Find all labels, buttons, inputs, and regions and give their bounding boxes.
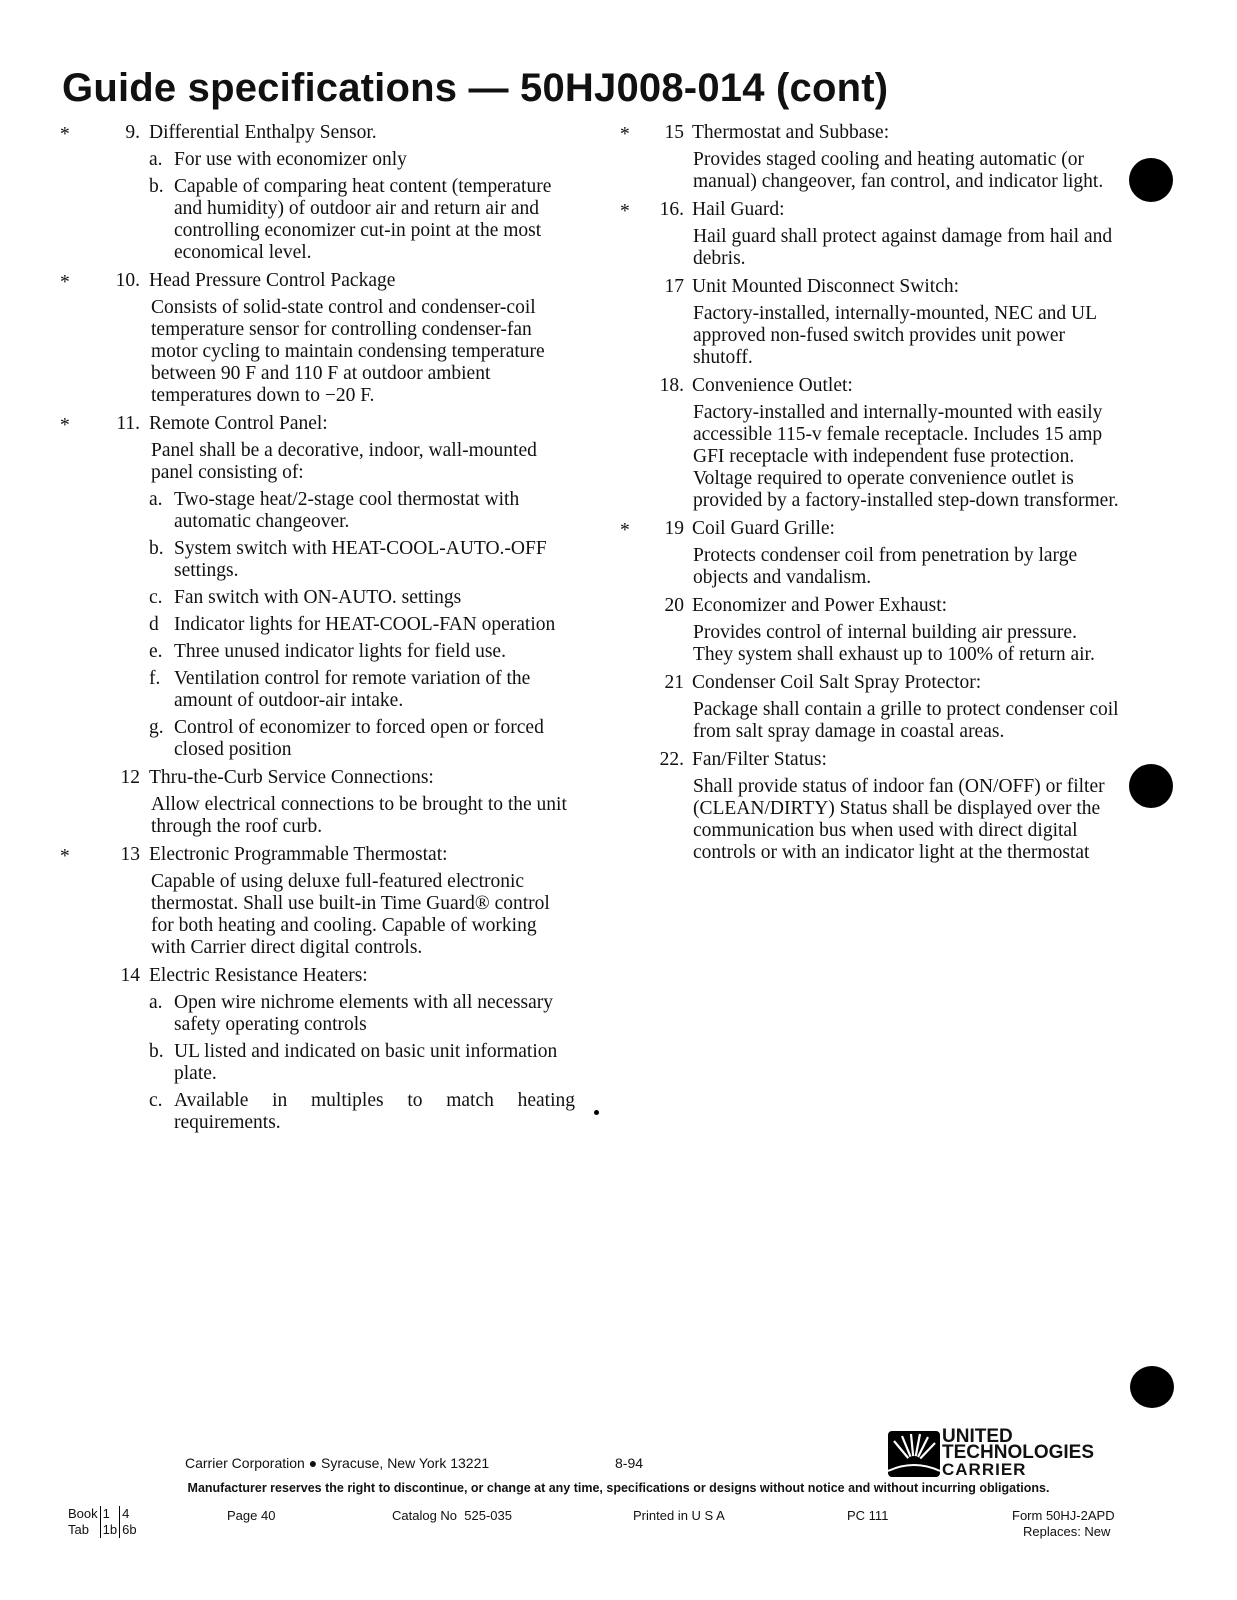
sub-item <box>149 717 575 761</box>
sub-text: UL listed and indicated on basic unit information plate. <box>174 1041 558 1084</box>
item-number: 9. <box>125 122 140 143</box>
item-number: 15 <box>664 122 684 143</box>
item-heading: Hail Guard: <box>692 199 785 220</box>
item-number: 13 <box>120 844 140 865</box>
sub-item <box>149 641 575 663</box>
item-number: 14 <box>120 965 140 986</box>
sub-text: Fan switch with ON-AUTO. settings <box>174 587 462 608</box>
item-heading: Condenser Coil Salt Spray Protector: <box>692 672 982 693</box>
sub-text: Ventilation control for remote variation of the amount of outdoor-air intake. <box>174 668 531 711</box>
revision-asterisk: * <box>620 520 630 541</box>
item-heading: Thru-the-Curb Service Connections: <box>149 767 434 788</box>
item-body: Shall provide status of indoor fan (ON/OFF) or filter (CLEAN/DIRTY) Status shall be displayed over the communication bus when used with direct digital controls or with an indicator light at the thermostat <box>693 776 1105 863</box>
spec-item-10 <box>60 270 575 407</box>
revision-asterisk: * <box>60 846 70 867</box>
sub-text: System switch with HEAT-COOL-AUTO.-OFF settings. <box>174 538 547 581</box>
revision-asterisk: * <box>620 201 630 222</box>
item-body: Consists of solid-state control and condenser-coil temperature sensor for controlling condenser-fan motor cycling to maintain condensing temperature between 90 F and 110 F at outdoor ambient temperatures down to −20 F. <box>151 297 545 406</box>
item-number: 21 <box>664 672 684 693</box>
sub-item <box>149 1041 575 1085</box>
item-heading: Fan/Filter Status: <box>692 749 827 770</box>
spec-item-12 <box>60 767 575 838</box>
sub-text: Two-stage heat/2-stage cool thermostat with automatic changeover. <box>174 489 520 532</box>
printed-in: Printed in U S A <box>633 1508 725 1523</box>
tab-value: 1b <box>100 1522 119 1538</box>
sub-letter: a. <box>149 992 163 1013</box>
footer-address: Carrier Corporation ● Syracuse, New York 13221 <box>185 1455 490 1471</box>
sub-letter: a. <box>149 149 163 170</box>
left-column <box>60 122 575 1140</box>
spec-item-22 <box>620 749 1120 864</box>
right-column <box>620 122 1120 870</box>
item-number: 19 <box>664 518 684 539</box>
binder-hole-icon <box>1129 158 1173 202</box>
item-body: Provides control of internal building air pressure. They system shall exhaust up to 100% of return air. <box>693 622 1095 665</box>
sub-letter: f. <box>149 668 161 689</box>
spec-item-9 <box>60 122 575 264</box>
revision-asterisk: * <box>60 415 70 436</box>
item-number: 11. <box>116 413 140 434</box>
logo-carrier: CARRIER <box>942 1460 1027 1479</box>
book-label: Book <box>68 1506 98 1521</box>
replaces: Replaces: New <box>1023 1524 1111 1539</box>
spec-item-13 <box>60 844 575 959</box>
spec-item-14 <box>60 965 575 1134</box>
spec-item-15 <box>620 122 1120 193</box>
item-heading: Unit Mounted Disconnect Switch: <box>692 276 960 297</box>
item-number: 16. <box>659 199 684 220</box>
revision-asterisk: * <box>60 124 70 145</box>
sub-text: Open wire nichrome elements with all necessary safety operating controls <box>174 992 554 1035</box>
sub-item <box>149 614 575 636</box>
item-number: 17 <box>664 276 684 297</box>
footer-notice: Manufacturer reserves the right to discontinue, or change at any time, specifications or designs without notice and without incurring obligations. <box>187 1481 1050 1495</box>
item-body: Hail guard shall protect against damage from hail and debris. <box>693 226 1113 269</box>
sub-text: Three unused indicator lights for field use. <box>174 641 506 662</box>
carrier-logo-icon <box>888 1431 940 1477</box>
item-body: Provides staged cooling and heating automatic (or manual) changeover, fan control, and indicator light. <box>693 149 1104 192</box>
revision-asterisk: * <box>620 124 630 145</box>
sub-letter: a. <box>149 489 163 510</box>
sub-text: Indicator lights for HEAT-COOL-FAN operation <box>174 614 556 635</box>
sub-letter: c. <box>149 1090 163 1111</box>
item-body: Capable of using deluxe full-featured electronic thermostat. Shall use built-in Time Guard® control for both heating and cooling. Capable of working with Carrier direct digital controls. <box>151 871 550 958</box>
item-number: 20 <box>664 595 684 616</box>
spec-item-21 <box>620 672 1120 743</box>
sub-letter: b. <box>149 538 164 559</box>
sub-item <box>149 538 575 582</box>
logo-united: UNITED <box>942 1426 1013 1447</box>
tab-label: Tab <box>68 1522 89 1537</box>
sub-letter: b. <box>149 1041 164 1062</box>
item-number: 18. <box>659 375 684 396</box>
sub-item <box>149 992 575 1036</box>
revision-asterisk: * <box>60 272 70 293</box>
item-body: Factory-installed and internally-mounted with easily accessible 115-v female receptacle. Includes 15 amp GFI receptacle with independent fuse protection. Voltage required to operate convenience outlet is provided by a factory-installed step-down transformer. <box>693 402 1119 511</box>
sub-item <box>149 587 575 609</box>
page-number: Page 40 <box>227 1508 276 1523</box>
sub-text: Control of economizer to forced open or forced closed position <box>174 717 544 760</box>
sub-item <box>149 1090 575 1134</box>
book-value: 1 <box>100 1506 119 1522</box>
item-heading: Electronic Programmable Thermostat: <box>149 844 448 865</box>
catalog-number: Catalog No 525-035 <box>392 1508 512 1523</box>
item-heading: Economizer and Power Exhaust: <box>692 595 948 616</box>
spec-item-16 <box>620 199 1120 270</box>
item-heading: Electric Resistance Heaters: <box>149 965 368 986</box>
sub-item <box>149 149 575 171</box>
tab-value: 6b <box>120 1522 139 1538</box>
spec-item-18 <box>620 375 1120 512</box>
logo-technologies: TECHNOLOGIES <box>942 1442 1095 1463</box>
sub-text: For use with economizer only <box>174 149 407 170</box>
item-heading: Head Pressure Control Package <box>149 270 396 291</box>
sub-letter: b. <box>149 176 164 197</box>
binder-hole-icon <box>1130 1366 1174 1408</box>
item-body: Package shall contain a grille to protect condenser coil from salt spray damage in coastal areas. <box>693 699 1119 742</box>
item-heading: Remote Control Panel: <box>149 413 328 434</box>
sub-text: Available in multiples to match heating requirements. <box>174 1090 575 1133</box>
sub-item <box>149 176 575 264</box>
form-number: Form 50HJ-2APD <box>1012 1508 1115 1523</box>
item-number: 22. <box>659 749 684 770</box>
item-heading: Convenience Outlet: <box>692 375 853 396</box>
sub-letter: g. <box>149 717 164 738</box>
sub-letter: c. <box>149 587 163 608</box>
book-value: 4 <box>120 1506 139 1522</box>
page-title: Guide specifications — 50HJ008-014 (cont) <box>62 66 889 110</box>
item-body: Protects condenser coil from penetration by large objects and vandalism. <box>693 545 1078 588</box>
item-heading: Coil Guard Grille: <box>692 518 835 539</box>
item-number: 12 <box>120 767 140 788</box>
footer-date: 8-94 <box>615 1455 644 1471</box>
sub-letter: d <box>149 614 159 635</box>
item-body: Factory-installed, internally-mounted, NEC and UL approved non-fused switch provides unit power shutoff. <box>693 303 1097 368</box>
item-heading: Differential Enthalpy Sensor. <box>149 122 377 143</box>
item-body: Panel shall be a decorative, indoor, wall-mounted panel consisting of: <box>151 440 537 483</box>
pc-number: PC 111 <box>847 1508 889 1523</box>
sub-item <box>149 668 575 712</box>
book-tab-index <box>66 1506 139 1538</box>
sub-letter: e. <box>149 641 163 662</box>
binder-hole-icon <box>1129 764 1173 808</box>
spec-item-20 <box>620 595 1120 666</box>
sub-text: Capable of comparing heat content (temperature and humidity) of outdoor air and return air and controlling economizer cut-in point at the most economical level. <box>174 176 552 263</box>
sub-item <box>149 489 575 533</box>
spec-item-17 <box>620 276 1120 369</box>
spec-item-19 <box>620 518 1120 589</box>
item-number: 10. <box>115 270 140 291</box>
spec-item-11 <box>60 413 575 761</box>
scan-speck-icon <box>594 1110 599 1115</box>
item-heading: Thermostat and Subbase: <box>692 122 890 143</box>
item-body: Allow electrical connections to be brought to the unit through the roof curb. <box>151 794 567 837</box>
